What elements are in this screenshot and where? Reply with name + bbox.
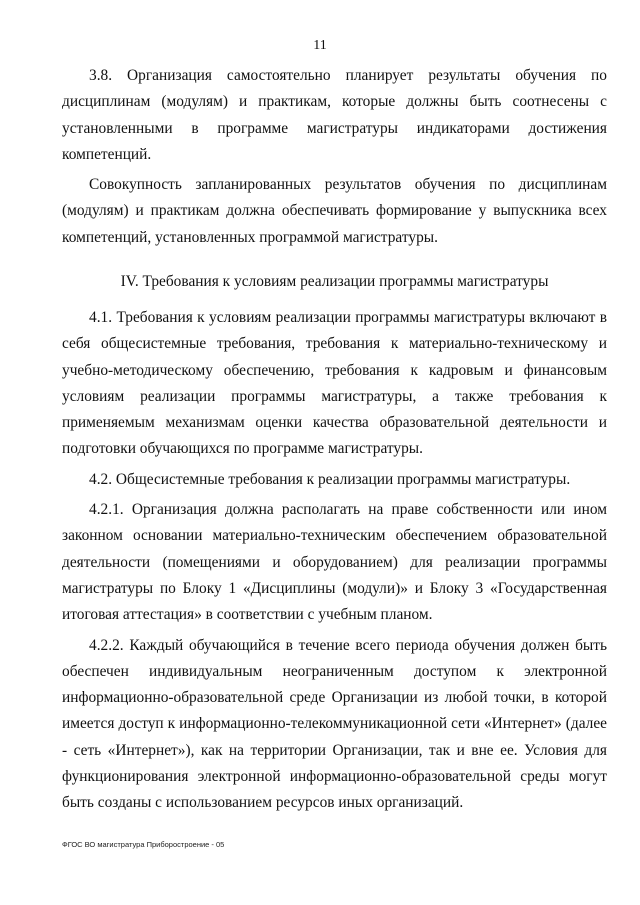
paragraph-4-1: 4.1. Требования к условиям реализации программы магистратуры включают в себя общесистемные требования, требования к материально-техническому и учебно-методическому обеспечению, требования к кадровым и финансовым условиям реализации программы магистратуры, а также требования к применяемым механизмам оценки качества образовательной деятельности и подготовки обучающихся по программе магистратуры. [62, 309, 607, 458]
paragraph-4-2-1: 4.2.1. Организация должна располагать на праве собственности или ином законном основании материально-техническим обеспечением образовательной деятельности (помещениями и оборудованием) для реализации программы магистратуры по Блоку 1 «Дисциплины (модули)» и Блоку 3 «Государственная итоговая аттестация» в соответствии с учебным планом. [62, 501, 607, 624]
page-number: 11 [313, 38, 327, 53]
text-block-after-heading [62, 305, 607, 821]
text-block-before-heading [62, 63, 607, 255]
paragraph-4-2: 4.2. Общесистемные требования к реализации программы магистратуры. [89, 470, 571, 488]
paragraph-3-8: 3.8. Организация самостоятельно планирует результаты обучения по дисциплинам (модулям) и практикам, которые должны быть соотнесены с установленными в программе магистратуры индикаторами достижения компетенций. [62, 67, 607, 163]
section-heading: IV. Требования к условиям реализации программы магистратуры [120, 273, 549, 290]
paragraph-4-2-2: 4.2.2. Каждый обучающийся в течение всего периода обучения должен быть обеспечен индивидуальным неограниченным доступом к электронной информационно-образовательной среде Организации из любой точки, в которой имеется доступ к информационно-телекоммуникационной сети «Интернет» (далее - сеть «Интернет»), как на территории Организации, так и вне ее. Условия для функционирования электронной информационно-образовательной среды могут быть созданы с использованием ресурсов иных организаций. [62, 636, 607, 812]
footer-note: ФГОС ВО магистратура Приборостроение - 05 [62, 840, 225, 849]
paragraph-planned-results: Совокупность запланированных результатов обучения по дисциплинам (модулям) и практикам должна обеспечивать формирование у выпускника всех компетенций, установленных программой магистратуры. [62, 176, 607, 246]
